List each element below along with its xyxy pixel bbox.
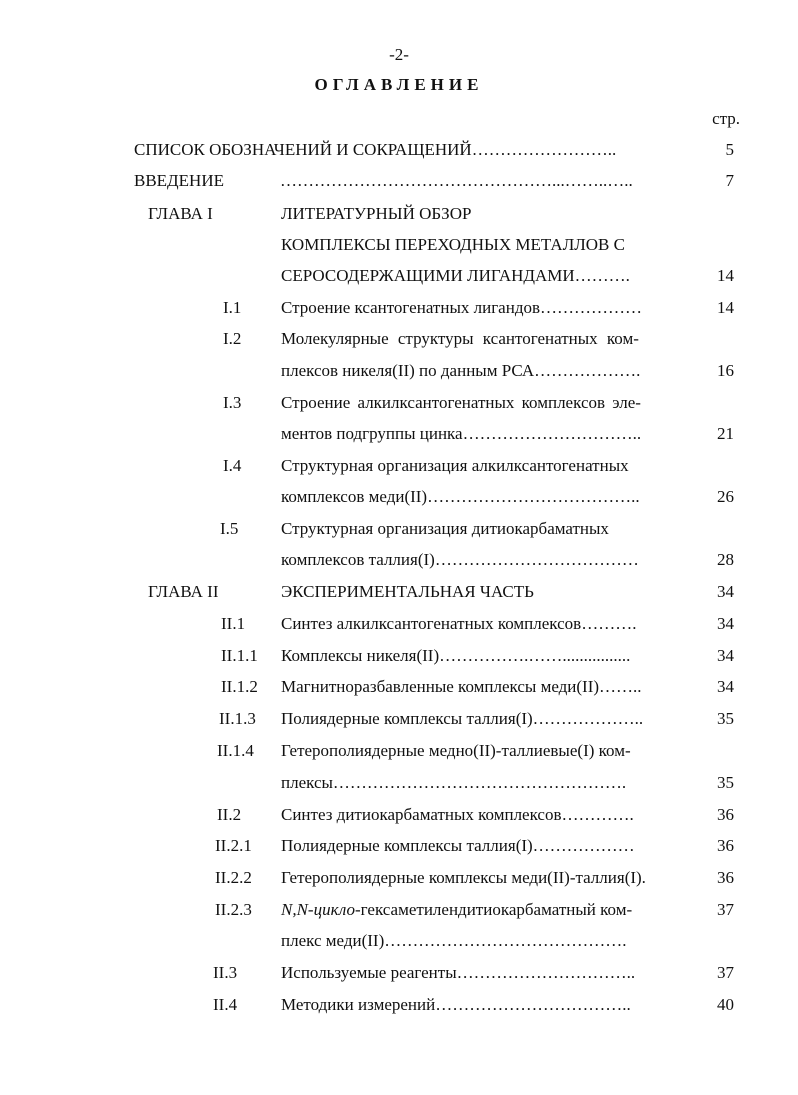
toc-label-2-3: II.3 xyxy=(213,963,238,982)
toc-label-2-2-3: II.2.3 xyxy=(215,900,252,919)
toc-label-chapter-2: ГЛАВА II xyxy=(148,582,219,601)
toc-label-introduction: ВВЕДЕНИЕ xyxy=(134,171,224,190)
toc-entry-2-2: Синтез дитиокарбаматных комплексов…………. xyxy=(281,805,634,824)
toc-page-1-3: 21 xyxy=(717,424,734,443)
toc-label-1-2: I.2 xyxy=(223,329,242,348)
toc-label-2-4: II.4 xyxy=(213,995,238,1014)
toc-page-chapter-2: 34 xyxy=(717,582,734,601)
toc-label-2-1: II.1 xyxy=(221,614,246,633)
page-number: -2- xyxy=(389,45,409,64)
toc-entry-2-2-1: Полиядерные комплексы таллия(I)……………… xyxy=(281,836,635,855)
toc-entry-1-3-line1: Строение алкилксантогенатных комплексов эле- xyxy=(281,393,641,412)
toc-page-2-2-1: 36 xyxy=(717,836,734,855)
toc-entry-2-1-4-line2: плексы……………………………………………. xyxy=(281,773,627,792)
toc-label-2-1-3: II.1.3 xyxy=(219,709,256,728)
toc-page-abbreviations: 5 xyxy=(725,140,734,159)
toc-entry-2-1: Синтез алкилксантогенатных комплексов………. xyxy=(281,614,637,633)
toc-entry-abbreviations: СПИСОК ОБОЗНАЧЕНИЙ И СОКРАЩЕНИЙ…………………….. xyxy=(134,140,617,159)
toc-label-2-2: II.2 xyxy=(217,805,242,824)
toc-page-1-1: 14 xyxy=(717,298,734,317)
toc-entry-2-2-3-italic-prefix: N,N-цикло xyxy=(281,900,356,919)
toc-label-2-1-2: II.1.2 xyxy=(221,677,258,696)
toc-entry-2-2-3-rest: -гексаметилендитиокарбаматный ком- xyxy=(355,900,633,919)
toc-page-2-2-3: 37 xyxy=(717,900,734,919)
toc-page-2-1-2: 34 xyxy=(717,677,734,696)
toc-chapter-2-title: ЭКСПЕРИМЕНТАЛЬНАЯ ЧАСТЬ xyxy=(281,582,534,601)
toc-entry-2-2-3-line1 xyxy=(281,899,632,921)
toc-label-1-4: I.4 xyxy=(223,456,242,475)
toc-chapter-1-line3: СЕРОСОДЕРЖАЩИМИ ЛИГАНДАМИ………. xyxy=(281,266,630,285)
toc-page-introduction: 7 xyxy=(725,171,734,190)
toc-page-1-5: 28 xyxy=(717,550,734,569)
toc-entry-1-1: Строение ксантогенатных лигандов……………… xyxy=(281,298,643,317)
toc-page-2-1-3: 35 xyxy=(717,709,734,728)
toc-label-2-1-4: II.1.4 xyxy=(217,741,254,760)
toc-label-1-3: I.3 xyxy=(223,393,242,412)
toc-entry-1-4-line1: Структурная организация алкилксантогенатных xyxy=(281,456,629,475)
toc-entry-2-1-2: Магнитноразбавленные комплексы меди(II)…….. xyxy=(281,677,642,696)
toc-page-2-3: 37 xyxy=(717,963,734,982)
toc-leader-introduction: …………………………………………...……..….. xyxy=(280,171,633,190)
toc-entry-1-2-line2: плексов никеля(II) по данным РСА………………. xyxy=(281,361,641,380)
page-title: ОГЛАВЛЕНИЕ xyxy=(314,75,484,94)
toc-page-2-1-4: 35 xyxy=(717,773,734,792)
page-column-label: стр. xyxy=(712,109,740,128)
toc-entry-2-4: Методики измерений…………………………….. xyxy=(281,995,631,1014)
toc-entry-2-3: Используемые реагенты………………………….. xyxy=(281,963,636,982)
toc-entry-2-1-3: Полиядерные комплексы таллия(I)……………….. xyxy=(281,709,644,728)
toc-page-2-2: 36 xyxy=(717,805,734,824)
toc-page-1-4: 26 xyxy=(717,487,734,506)
toc-page-2-1: 34 xyxy=(717,614,734,633)
toc-chapter-1-line2: КОМПЛЕКСЫ ПЕРЕХОДНЫХ МЕТАЛЛОВ С xyxy=(281,235,625,254)
toc-label-1-1: I.1 xyxy=(223,298,242,317)
toc-entry-1-5-line2: комплексов таллия(I)……………………………… xyxy=(281,550,639,569)
toc-entry-2-2-2: Гетерополиядерные комплексы меди(II)-таллия(I). xyxy=(281,868,646,887)
toc-entry-2-2-3-line2: плекс меди(II)……………………………………. xyxy=(281,931,627,950)
toc-entry-1-4-line2: комплексов меди(II)……………………………….. xyxy=(281,487,640,506)
toc-entry-2-1-4-line1: Гетерополиядерные медно(II)-таллиевые(I) ком- xyxy=(281,741,631,760)
toc-label-2-2-2: II.2.2 xyxy=(215,868,252,887)
toc-label-chapter-1: ГЛАВА I xyxy=(148,204,213,223)
toc-entry-2-1-1: Комплексы никеля(II)…………….……................ xyxy=(281,646,631,665)
toc-label-2-2-1: II.2.1 xyxy=(215,836,252,855)
toc-page-1-2: 16 xyxy=(717,361,734,380)
toc-page-chapter-1: 14 xyxy=(717,266,734,285)
toc-label-1-5: I.5 xyxy=(220,519,239,538)
toc-entry-1-2-line1: Молекулярные структуры ксантогенатных ком- xyxy=(281,329,639,348)
toc-label-2-1-1: II.1.1 xyxy=(221,646,258,665)
toc-chapter-1-line1: ЛИТЕРАТУРНЫЙ ОБЗОР xyxy=(281,204,472,223)
toc-page-2-2-2: 36 xyxy=(717,868,734,887)
toc-entry-1-3-line2: ментов подгруппы цинка………………………….. xyxy=(281,424,642,443)
toc-entry-1-5-line1: Структурная организация дитиокарбаматных xyxy=(281,519,609,538)
toc-page-2-1-1: 34 xyxy=(717,646,734,665)
toc-page-2-4: 40 xyxy=(717,995,734,1014)
